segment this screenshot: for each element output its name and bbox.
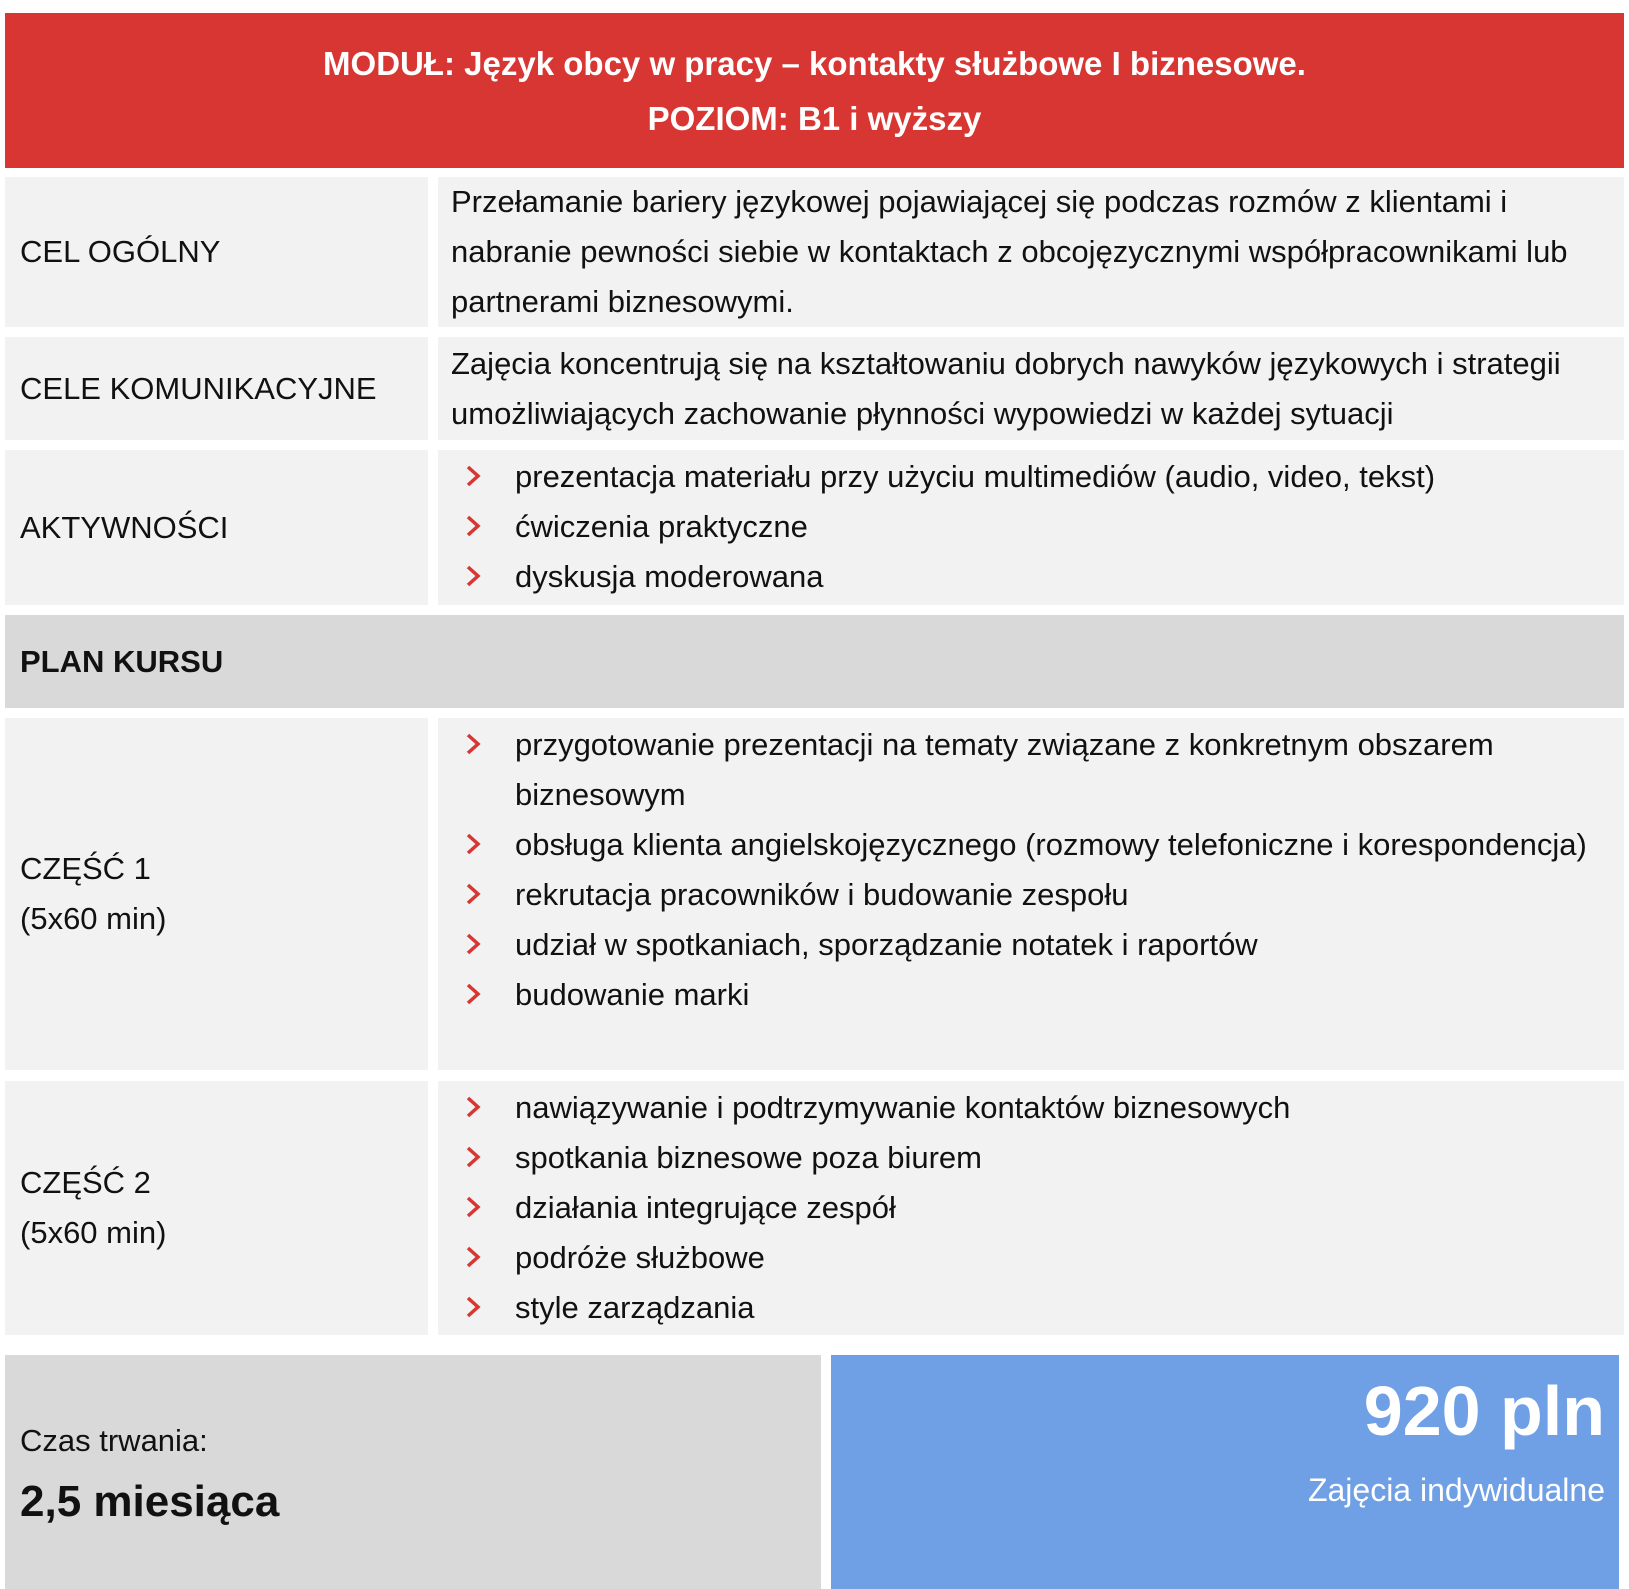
chevron-right-icon <box>461 514 485 538</box>
chevron-right-icon <box>461 1195 485 1219</box>
list-item: ćwiczenia praktyczne <box>451 502 1614 552</box>
plan-section-header <box>5 615 1624 708</box>
module-header <box>5 13 1624 168</box>
plan-title: PLAN KURSU <box>20 643 224 679</box>
activities-list <box>451 452 1614 602</box>
comm-goals-text: Zajęcia koncentrują się na kształtowaniu dobrych nawyków językowych i strategii umożliwiających zachowanie płynności wypowiedzi w każdej sytuacji <box>451 345 1561 431</box>
chevron-right-icon <box>461 932 485 956</box>
list-item: obsługa klienta angielskojęzycznego (rozmowy telefoniczne i korespondencja) <box>451 820 1614 870</box>
part1-duration: (5x60 min) <box>20 901 167 936</box>
list-item: dyskusja moderowana <box>451 552 1614 602</box>
goal-label-cell <box>5 177 428 327</box>
list-item: budowanie marki <box>451 970 1614 1020</box>
chevron-right-icon <box>461 464 485 488</box>
comm-goals-label-cell <box>5 337 428 440</box>
comm-goals-content-cell <box>438 337 1624 440</box>
duration-value: 2,5 miesiąca <box>20 1477 280 1526</box>
chevron-right-icon <box>461 1145 485 1169</box>
comm-goals-label: CELE KOMUNIKACYJNE <box>20 370 377 406</box>
level-title: POZIOM: B1 i wyższy <box>647 99 982 137</box>
part1-label: CZĘŚĆ 1 <box>20 851 151 886</box>
list-item: prezentacja materiału przy użyciu multimediów (audio, video, tekst) <box>451 452 1614 502</box>
list-item: podróże służbowe <box>451 1233 1614 1283</box>
chevron-right-icon <box>461 564 485 588</box>
part2-label: CZĘŚĆ 2 <box>20 1165 151 1200</box>
chevron-right-icon <box>461 1245 485 1269</box>
price-type: Zajęcia indywidualne <box>1307 1472 1605 1508</box>
part1-list <box>451 720 1614 1020</box>
part2-list <box>451 1083 1614 1333</box>
price-amount: 920 pln <box>1363 1372 1605 1450</box>
duration-label: Czas trwania: <box>20 1423 208 1458</box>
part1-content-cell <box>438 718 1624 1070</box>
chevron-right-icon <box>461 982 485 1006</box>
list-item: style zarządzania <box>451 1283 1614 1333</box>
price-cell <box>831 1355 1619 1589</box>
list-item: udział w spotkaniach, sporządzanie notatek i raportów <box>451 920 1614 970</box>
chevron-right-icon <box>461 882 485 906</box>
list-item: rekrutacja pracowników i budowanie zespołu <box>451 870 1614 920</box>
module-title: MODUŁ: Język obcy w pracy – kontakty służbowe I biznesowe. <box>323 44 1306 82</box>
activities-label: AKTYWNOŚCI <box>20 509 229 545</box>
list-item: spotkania biznesowe poza biurem <box>451 1133 1614 1183</box>
activities-label-cell <box>5 450 428 605</box>
part2-label-cell <box>5 1081 428 1335</box>
part2-duration: (5x60 min) <box>20 1215 167 1250</box>
activities-content-cell <box>438 450 1624 605</box>
list-item: przygotowanie prezentacji na tematy związane z konkretnym obszarem biznesowym <box>451 720 1614 820</box>
goal-text: Przełamanie bariery językowej pojawiającej się podczas rozmów z klientami i nabranie pewności siebie w kontaktach z obcojęzycznymi współpracownikami lub partnerami biznesowymi. <box>451 184 1568 319</box>
duration-cell <box>5 1355 821 1589</box>
part2-content-cell <box>438 1081 1624 1335</box>
list-item: działania integrujące zespół <box>451 1183 1614 1233</box>
list-item: nawiązywanie i podtrzymywanie kontaktów biznesowych <box>451 1083 1614 1133</box>
chevron-right-icon <box>461 832 485 856</box>
chevron-right-icon <box>461 1295 485 1319</box>
chevron-right-icon <box>461 1095 485 1119</box>
part1-label-cell <box>5 718 428 1070</box>
goal-content-cell <box>438 177 1624 327</box>
goal-label: CEL OGÓLNY <box>20 234 221 269</box>
chevron-right-icon <box>461 732 485 756</box>
